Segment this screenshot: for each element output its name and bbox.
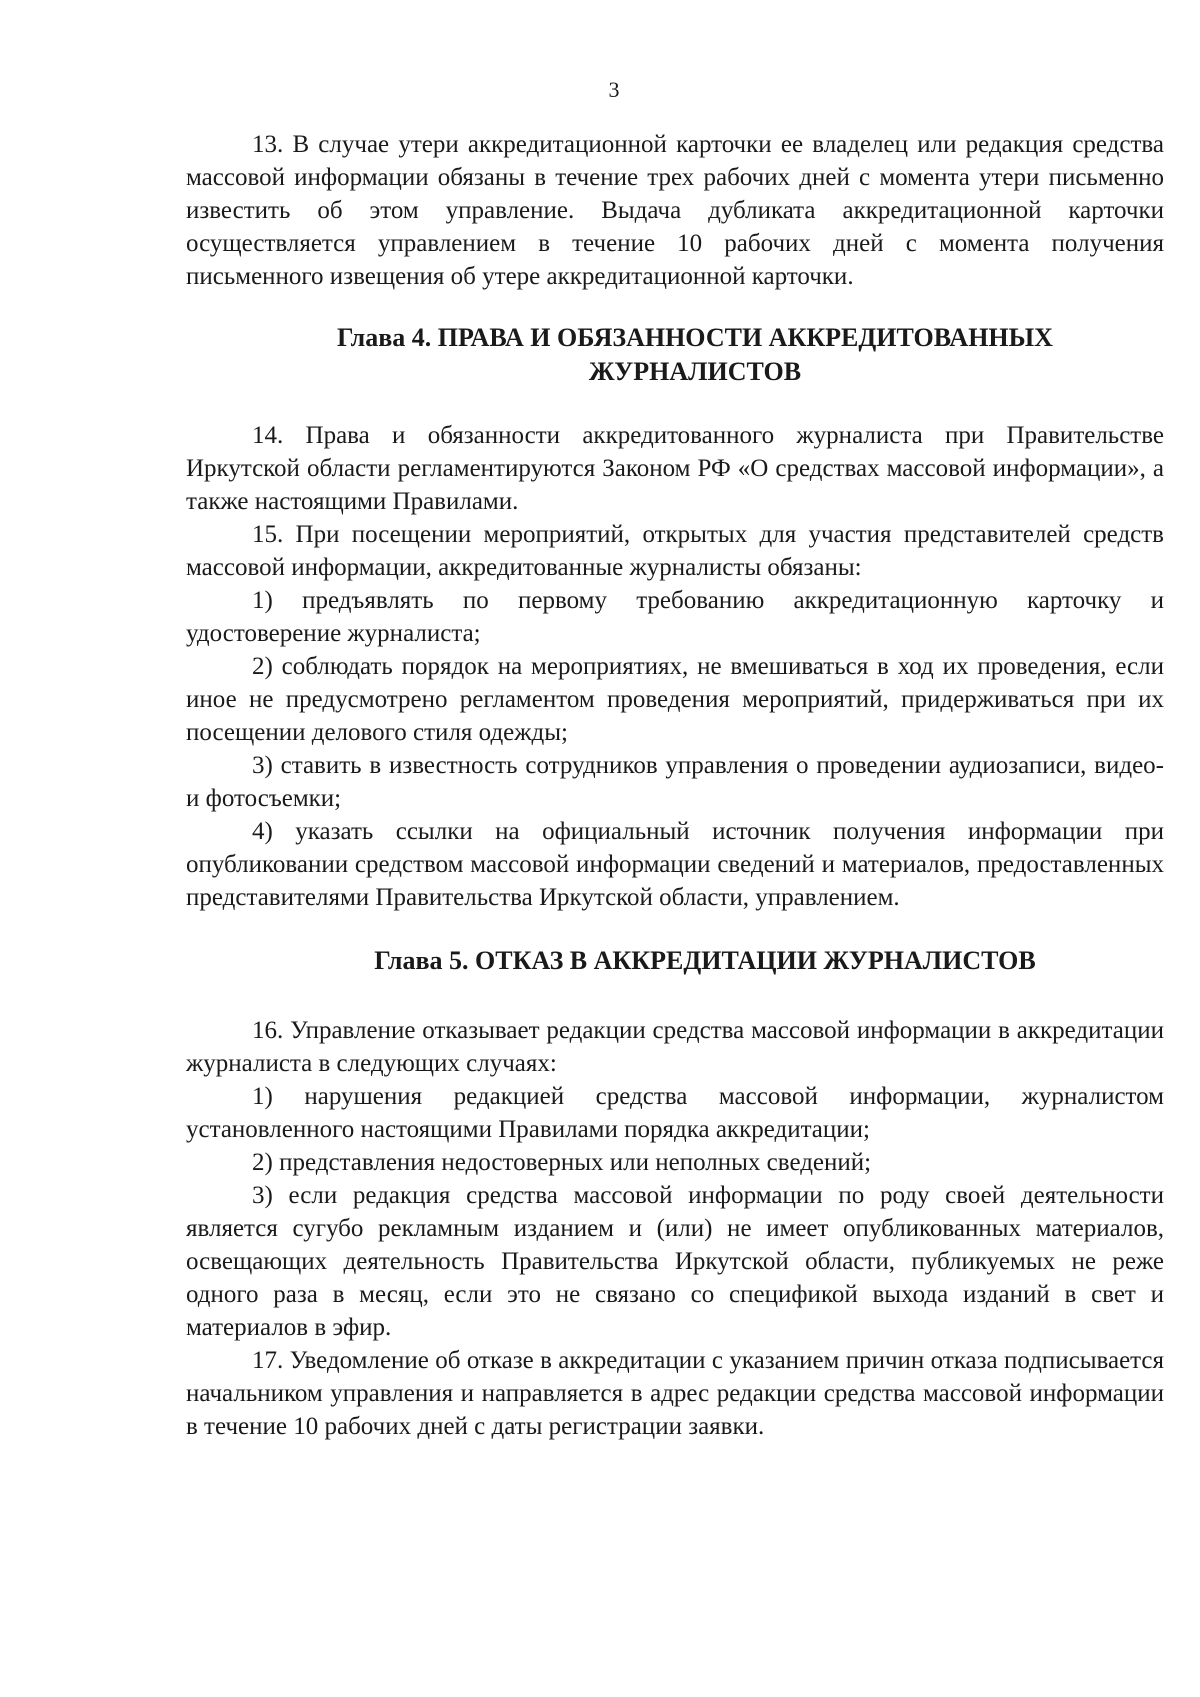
paragraph-16-item-1: 1) нарушения редакцией средства массовой информации, журналистом установленного настоящими Правилами порядка аккредитации; <box>186 1083 1164 1143</box>
paragraph-14: 14. Права и обязанности аккредитованного журналиста при Правительстве Иркутской области регламентируются Законом РФ «О средствах массовой информации», а также настоящими Правилами. <box>186 422 1164 515</box>
paragraph-15-item-3: 3) ставить в известность сотрудников управления о проведении аудиозаписи, видео- и фотосъемки; <box>186 752 1164 812</box>
paragraph-16: 16. Управление отказывает редакции средства массовой информации в аккредитации журналиста в следующих случаях: <box>186 1017 1164 1077</box>
paragraph-15-item-4: 4) указать ссылки на официальный источник получения информации при опубликовании средством массовой информации сведений и материалов, предоставленных представителями Правительства Иркутской области, управлением. <box>186 818 1164 911</box>
chapter-4-title-line-1: Глава 4. ПРАВА И ОБЯЗАННОСТИ АККРЕДИТОВАННЫХ <box>337 323 1053 352</box>
page-number: 3 <box>608 77 620 102</box>
chapter-4-title-line-2: ЖУРНАЛИСТОВ <box>588 357 802 386</box>
paragraph-15-item-2: 2) соблюдать порядок на мероприятиях, не вмешиваться в ход их проведения, если иное не предусмотрено регламентом проведения мероприятий, придерживаться при их посещении делового стиля одежды; <box>186 653 1164 746</box>
paragraph-16-item-2: 2) представления недостоверных или неполных сведений; <box>252 1149 872 1176</box>
paragraph-13: 13. В случае утери аккредитационной карточки ее владелец или редакция средства массовой информации обязаны в течение трех рабочих дней с момента утери письменно известить об этом управление. Выдача дубликата аккредитационной карточки осуществляется управлением в течение 10 рабочих дней с момента получения письменного извещения об утере аккредитационной карточки. <box>186 131 1164 290</box>
chapter-4-heading <box>186 321 1164 389</box>
document-body <box>186 128 1164 1443</box>
chapter-5-heading: Глава 5. ОТКАЗ В АККРЕДИТАЦИИ ЖУРНАЛИСТОВ <box>374 946 1036 975</box>
paragraph-17: 17. Уведомление об отказе в аккредитации с указанием причин отказа подписывается начальником управления и направляется в адрес редакции средства массовой информации в течение 10 рабочих дней с даты регистрации заявки. <box>186 1347 1164 1440</box>
paragraph-16-item-3: 3) если редакция средства массовой информации по роду своей деятельности является сугубо рекламным изданием и (или) не имеет опубликованных материалов, освещающих деятельность Правительства Иркутской области, публикуемых не реже одного раза в месяц, если это не связано со спецификой выхода изданий в свет и материалов в эфир. <box>186 1182 1164 1341</box>
paragraph-15: 15. При посещении мероприятий, открытых для участия представителей средств массовой информации, аккредитованные журналисты обязаны: <box>186 521 1164 581</box>
paragraph-15-item-1: 1) предъявлять по первому требованию аккредитационную карточку и удостоверение журналиста; <box>186 587 1164 647</box>
